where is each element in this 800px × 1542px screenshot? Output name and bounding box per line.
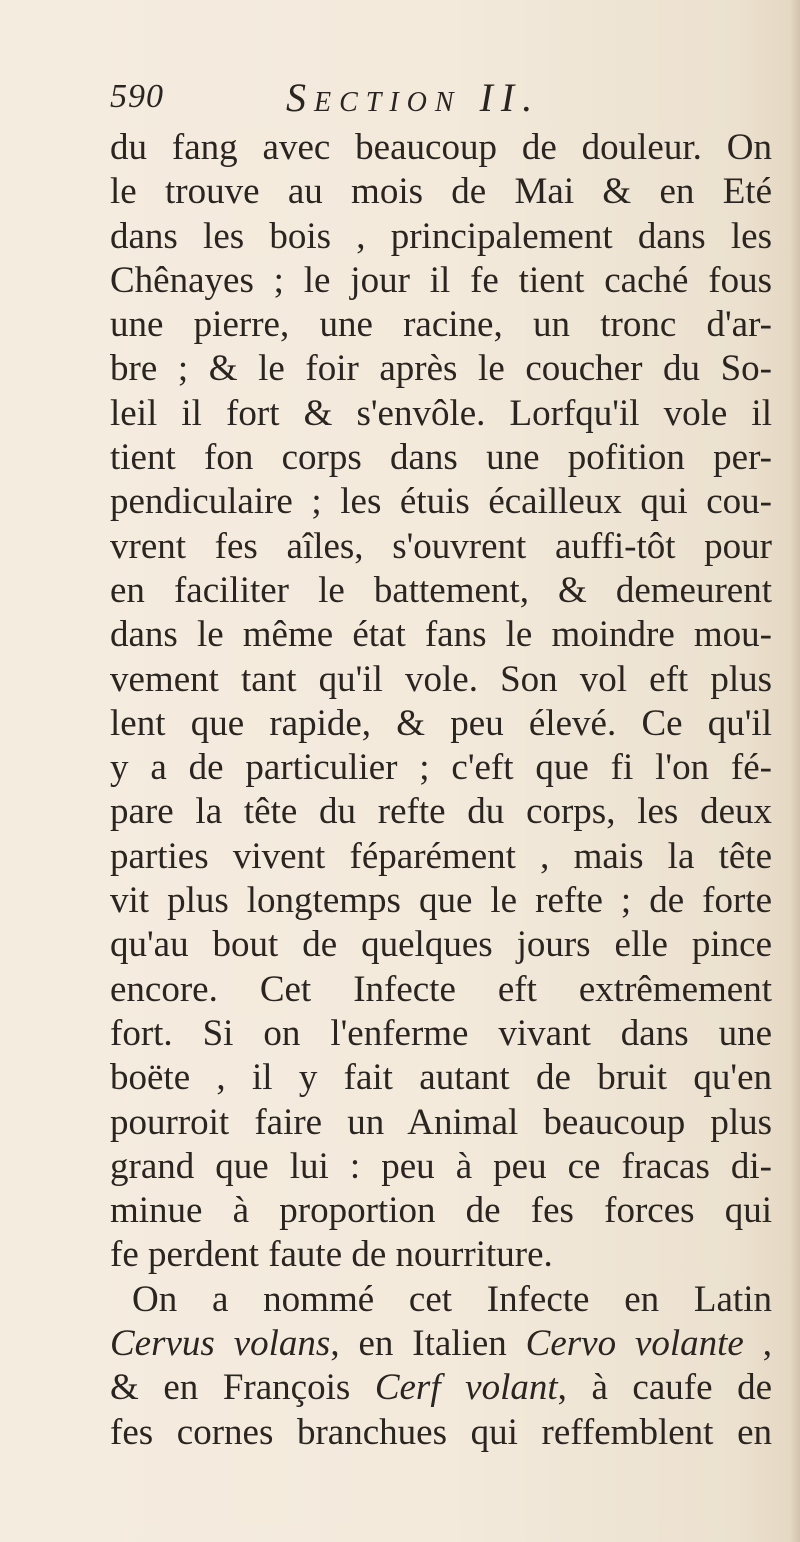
text-line: vrent fes aîles, s'ouvrent auffi-tôt pour [110, 525, 772, 567]
italian-name: Cervo volante [525, 1323, 744, 1365]
paragraph-first-line: On a nommé cet Infecte en Latin [132, 1278, 772, 1320]
text-line: fes cornes branchues qui reffemblent en [110, 1411, 772, 1453]
running-title: Section II. [286, 75, 541, 120]
text-line: boëte , il y fait autant de bruit qu'en [110, 1057, 772, 1099]
latin-name: Cervus volans [110, 1323, 331, 1365]
text-line: encore. Cet Infecte eft extrêmement [110, 968, 772, 1010]
text-line: vit plus longtemps que le refte ; de forte [110, 880, 772, 922]
text-line: minue à proportion de fes forces qui [110, 1190, 772, 1232]
text-line: leil il fort & s'envôle. Lorfqu'il vole il [110, 392, 772, 434]
text-line: fe perdent faute de nourriture. [110, 1234, 553, 1276]
page-number: 590 [110, 78, 164, 115]
text-line: vement tant qu'il vole. Son vol eft plus [110, 658, 772, 700]
text-line: le trouve au mois de Mai & en Eté [110, 171, 772, 213]
page-header [110, 74, 750, 124]
text-line: dans le même état fans le moindre mou- [110, 614, 772, 656]
text-line: Chênayes ; le jour il fe tient caché fous [110, 259, 772, 301]
text-segment: & en François [110, 1367, 375, 1409]
text-line: grand que lui : peu à peu ce fracas di- [110, 1145, 772, 1187]
text-line-french-name [110, 1366, 772, 1410]
text-line: en faciliter le battement, & demeurent [110, 569, 772, 611]
text-line: tient fon corps dans une pofition per- [110, 437, 772, 479]
text-line: dans les bois , principalement dans les [110, 215, 772, 257]
french-name: Cerf volant [374, 1367, 558, 1409]
text-line-latin-italian-names [110, 1322, 772, 1366]
text-line: pare la tête du refte du corps, les deux [110, 791, 772, 833]
text-line: bre ; & le foir après le coucher du So- [110, 348, 772, 390]
text-line: pendiculaire ; les étuis écailleux qui cou- [110, 481, 772, 523]
text-line: pourroit faire un Animal beaucoup plus [110, 1101, 772, 1143]
text-line: parties vivent féparément , mais la tête [110, 835, 772, 877]
body-text [110, 126, 772, 1455]
text-line: du fang avec beaucoup de douleur. On [110, 127, 772, 168]
text-segment: , à caufe de [557, 1367, 773, 1409]
text-line: qu'au bout de quelques jours elle pince [110, 924, 772, 966]
text-line: y a de particulier ; c'eft que fi l'on fé- [110, 747, 772, 789]
text-line: lent que rapide, & peu élevé. Ce qu'il [110, 702, 772, 744]
text-line: une pierre, une racine, un tronc d'ar- [110, 304, 772, 346]
text-line: fort. Si on l'enferme vivant dans une [110, 1012, 772, 1054]
text-segment: , [743, 1323, 772, 1365]
text-segment: , en Italien [330, 1323, 526, 1365]
